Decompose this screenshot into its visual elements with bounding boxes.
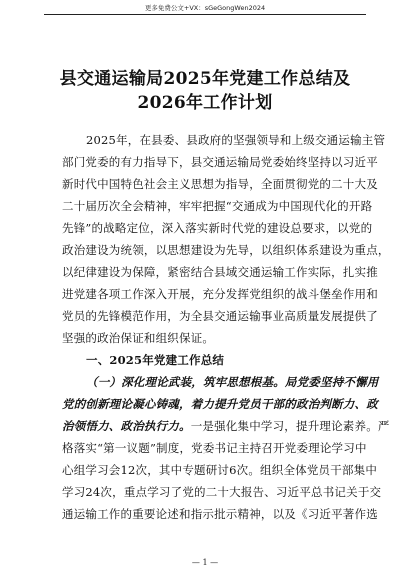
body-line: 通运输工作的重要论述和指示批示精神，以及《习近平著作选 (62, 507, 378, 521)
header-rule (44, 14, 366, 15)
intro-line: 党员的先锋模范作用，为全县交通运输事业高质量发展提供了 (62, 309, 378, 323)
body-line: 格落实“第一议题”制度，党委书记主持召开党委理论学习中 (62, 441, 367, 455)
intro-line: 新时代中国特色社会主义思想为指导，全面贯彻党的二十大及 (62, 177, 378, 191)
intro-line: 部门党委的有力指导下，县交通运输局党委始终坚持以习近平 (62, 155, 378, 169)
document-title-line-2: 2026年工作计划 (137, 93, 273, 113)
page-number: — 1 — (191, 558, 219, 567)
section-heading: 一、2025年党建工作总结 (86, 353, 225, 367)
subsection-heading-tail: 治领悟力、政治执行力。 (62, 419, 191, 433)
intro-line: 坚强的政治保证和组织保证。 (62, 331, 215, 345)
body-line: 心组学习会12次，其中专题研讨6次。组织全体党员干部集中 (62, 463, 378, 477)
intro-line: 进党建各项工作深入开展，充分发挥党组织的战斗堡垒作用和 (62, 287, 378, 301)
intro-line: 2025年，在县委、县政府的坚强领导和上级交通运输主管 (86, 133, 386, 147)
header-text: 更多免费公文+VX：sGeGongWen2024 (144, 4, 266, 12)
subsection-heading-line: 党的创新理论凝心铸魂，着力提升党员干部的政治判断力、政 (62, 397, 378, 411)
intro-line: 先锋”的战略定位，深入落实新时代党的建设总要求，以党的 (62, 221, 373, 235)
body-line: 学习24次，重点学习了党的二十大报告、习近平总书记关于交 (62, 485, 382, 499)
subsection-heading-line: （一）深化理论武装，筑牢思想根基。局党委坚持不懈用 (86, 375, 379, 389)
subsection-heading-line-last (62, 419, 390, 433)
intro-line: 二十届历次全会精神，牢牢把握“交通成为中国现代化的开路 (62, 199, 373, 213)
intro-line: 以纪律建设为保障，紧密结合县域交通运输工作实际，扎实推 (62, 265, 378, 279)
intro-line: 政治建设为统领，以思想建设为先导，以组织体系建设为重点， (62, 243, 390, 257)
document-title-line-1: 县交通运输局2025年党建工作总结及 (59, 69, 351, 89)
subsection-body-start: 一是强化集中学习，提升理论素养。严 (190, 419, 390, 433)
